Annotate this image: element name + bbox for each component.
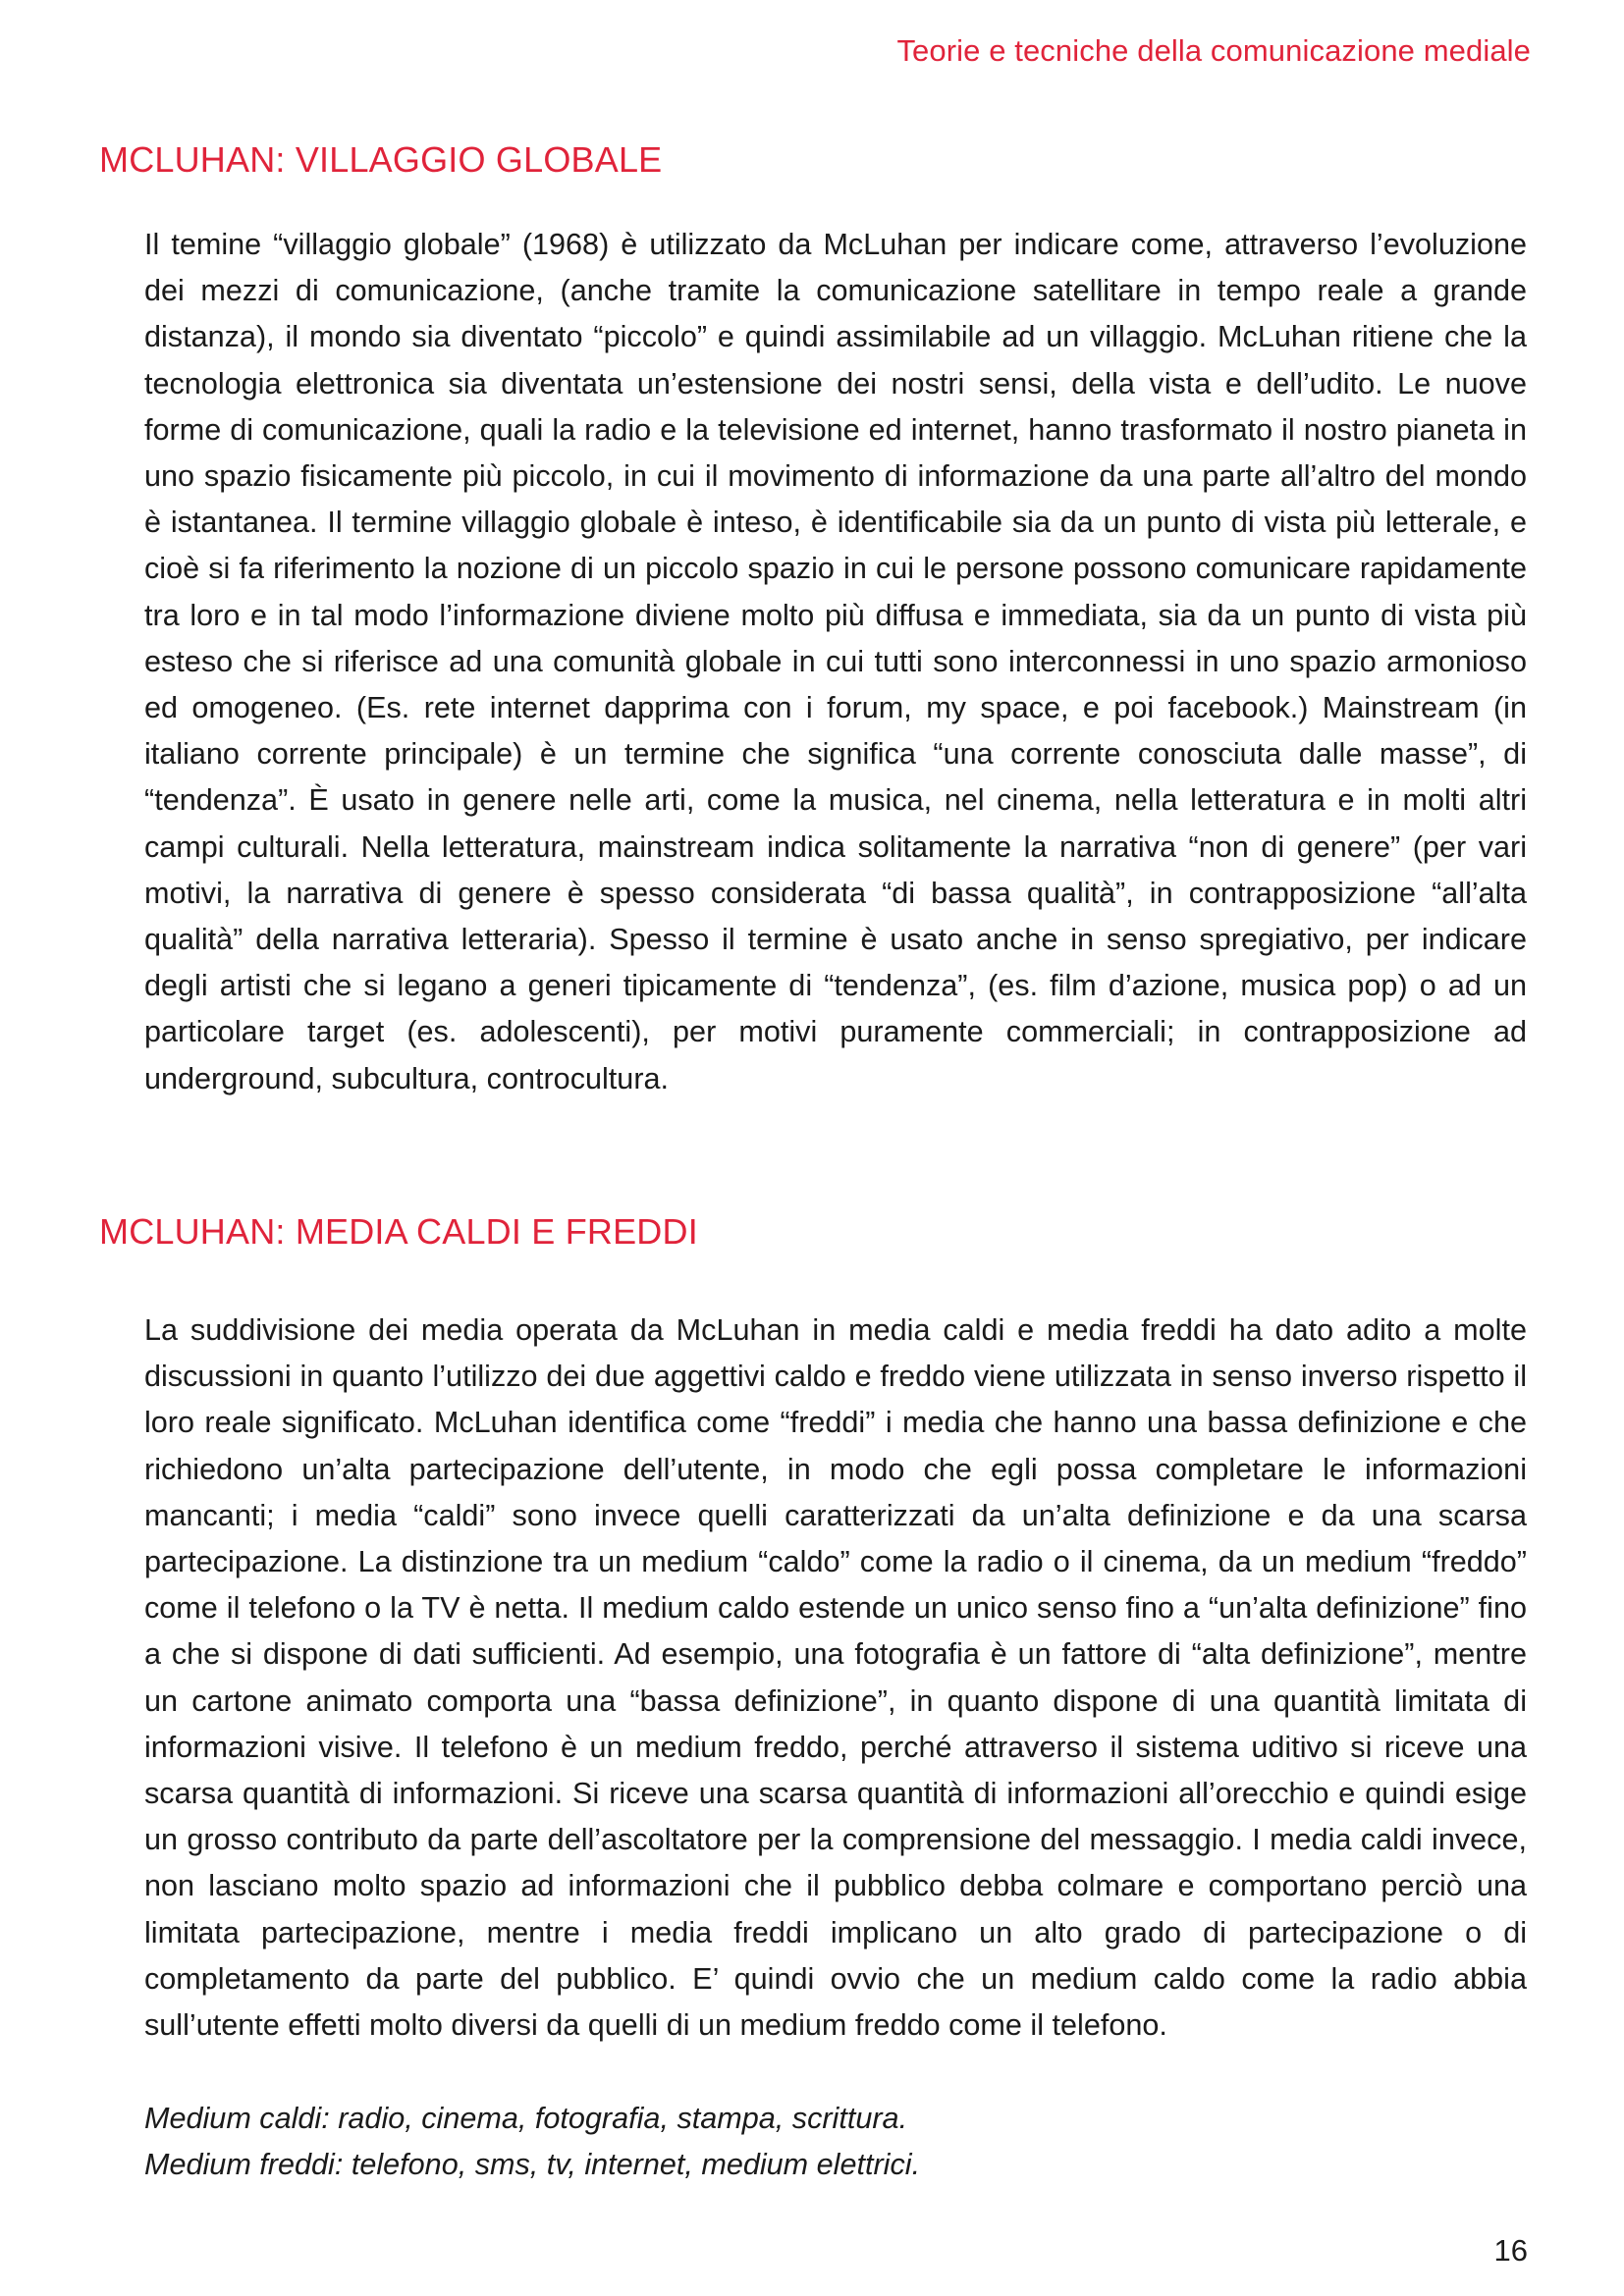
hot-media-list: Medium caldi: radio, cinema, fotografia, stampa, scrittura.: [144, 2102, 908, 2135]
section-title-media-caldi-freddi: MCLUHAN: MEDIA CALDI E FREDDI: [99, 1211, 698, 1252]
paragraph-villaggio-globale: Il temine “villaggio globale” (1968) è utilizzato da McLuhan per indicare come, attraverso l’evoluzione dei mezzi di comunicazione, (anche tramite la comunicazione satellitare in tempo reale a grande distanza), il mondo sia diventato “piccolo” e quindi assimilabile ad un villaggio. McLuhan ritiene che la tecnologia elettronica sia diventata un’estensione dei nostri sensi, della vista e dell’udito. Le nuove forme di comunicazione, quali la radio e la televisione ed internet, hanno trasformato il nostro pianeta in uno spazio fisicamente più piccolo, in cui il movimento di informazione da una parte all’altro del mondo è istantanea. Il termine villaggio globale è inteso, è identificabile sia da un punto di vista più letterale, e cioè si fa riferimento la nozione di un piccolo spazio in cui le persone possono comunicare rapidamente tra loro e in tal modo l’informazione diviene molto più diffusa e immediata, sia da un punto di vista più esteso che si riferisce ad una comunità globale in cui tutti sono interconnessi in uno spazio armonioso ed omogeneo. (Es. rete internet dapprima con i forum, my space, e poi facebook.) Mainstream (in italiano corrente principale) è un termine che significa “una corrente conosciuta dalle masse”, di “tendenza”. È usato in genere nelle arti, come la musica, nel cinema, nella letteratura e in molti altri campi culturali. Nella letteratura, mainstream indica solitamente la narrativa “non di genere” (per vari motivi, la narrativa di genere è spesso considerata “di bassa qualità”, in contrapposizione “all’alta qualità” della narrativa letteraria). Spesso il termine è usato anche in senso spregiativo, per indicare degli artisti che si legano a generi tipicamente di “tendenza”, (es. film d’azione, musica pop) o ad un particolare target (es. adolescenti), per motivi puramente commerciali; in contrapposizione ad underground, subcultura, controcultura.: [144, 228, 1527, 1095]
page-number: 16: [1493, 2233, 1528, 2268]
cold-media-list: Medium freddi: telefono, sms, tv, internet, medium elettrici.: [144, 2148, 921, 2181]
section-title-villaggio-globale: MCLUHAN: VILLAGGIO GLOBALE: [99, 139, 663, 180]
running-header: Teorie e tecniche della comunicazione mediale: [896, 33, 1531, 68]
paragraph-media-caldi-freddi: La suddivisione dei media operata da McLuhan in media caldi e media freddi ha dato adito a molte discussioni in quanto l’utilizzo dei due aggettivi caldo e freddo viene utilizzata in senso inverso rispetto il loro reale significato. McLuhan identifica come “freddi” i media che hanno una bassa definizione e che richiedono un’alta partecipazione dell’utente, in modo che egli possa completare le informazioni mancanti; i media “caldi” sono invece quelli caratterizzati da un’alta definizione e da una scarsa partecipazione. La distinzione tra un medium “caldo” come la radio o il cinema, da un medium “freddo” come il telefono o la TV è netta. Il medium caldo estende un unico senso fino a “un’alta definizione” fino a che si dispone di dati sufficienti. Ad esempio, una fotografia è un fattore di “alta definizione”, mentre un cartone animato comporta una “bassa definizione”, in quanto dispone di una quantità limitata di informazioni visive. Il telefono è un medium freddo, perché attraverso il sistema uditivo si riceve una scarsa quantità di informazioni. Si riceve una scarsa quantità di informazioni all’orecchio e quindi esige un grosso contributo da parte dell’ascoltatore per la comprensione del messaggio. I media caldi invece, non lasciano molto spazio ad informazioni che il pubblico debba colmare e comportano perciò una limitata partecipazione, mentre i media freddi implicano un alto grado di partecipazione o di completamento da parte del pubblico. E’ quindi ovvio che un medium caldo come la radio abbia sull’utente effetti molto diversi da quelli di un medium freddo come il telefono.: [144, 1313, 1527, 2043]
